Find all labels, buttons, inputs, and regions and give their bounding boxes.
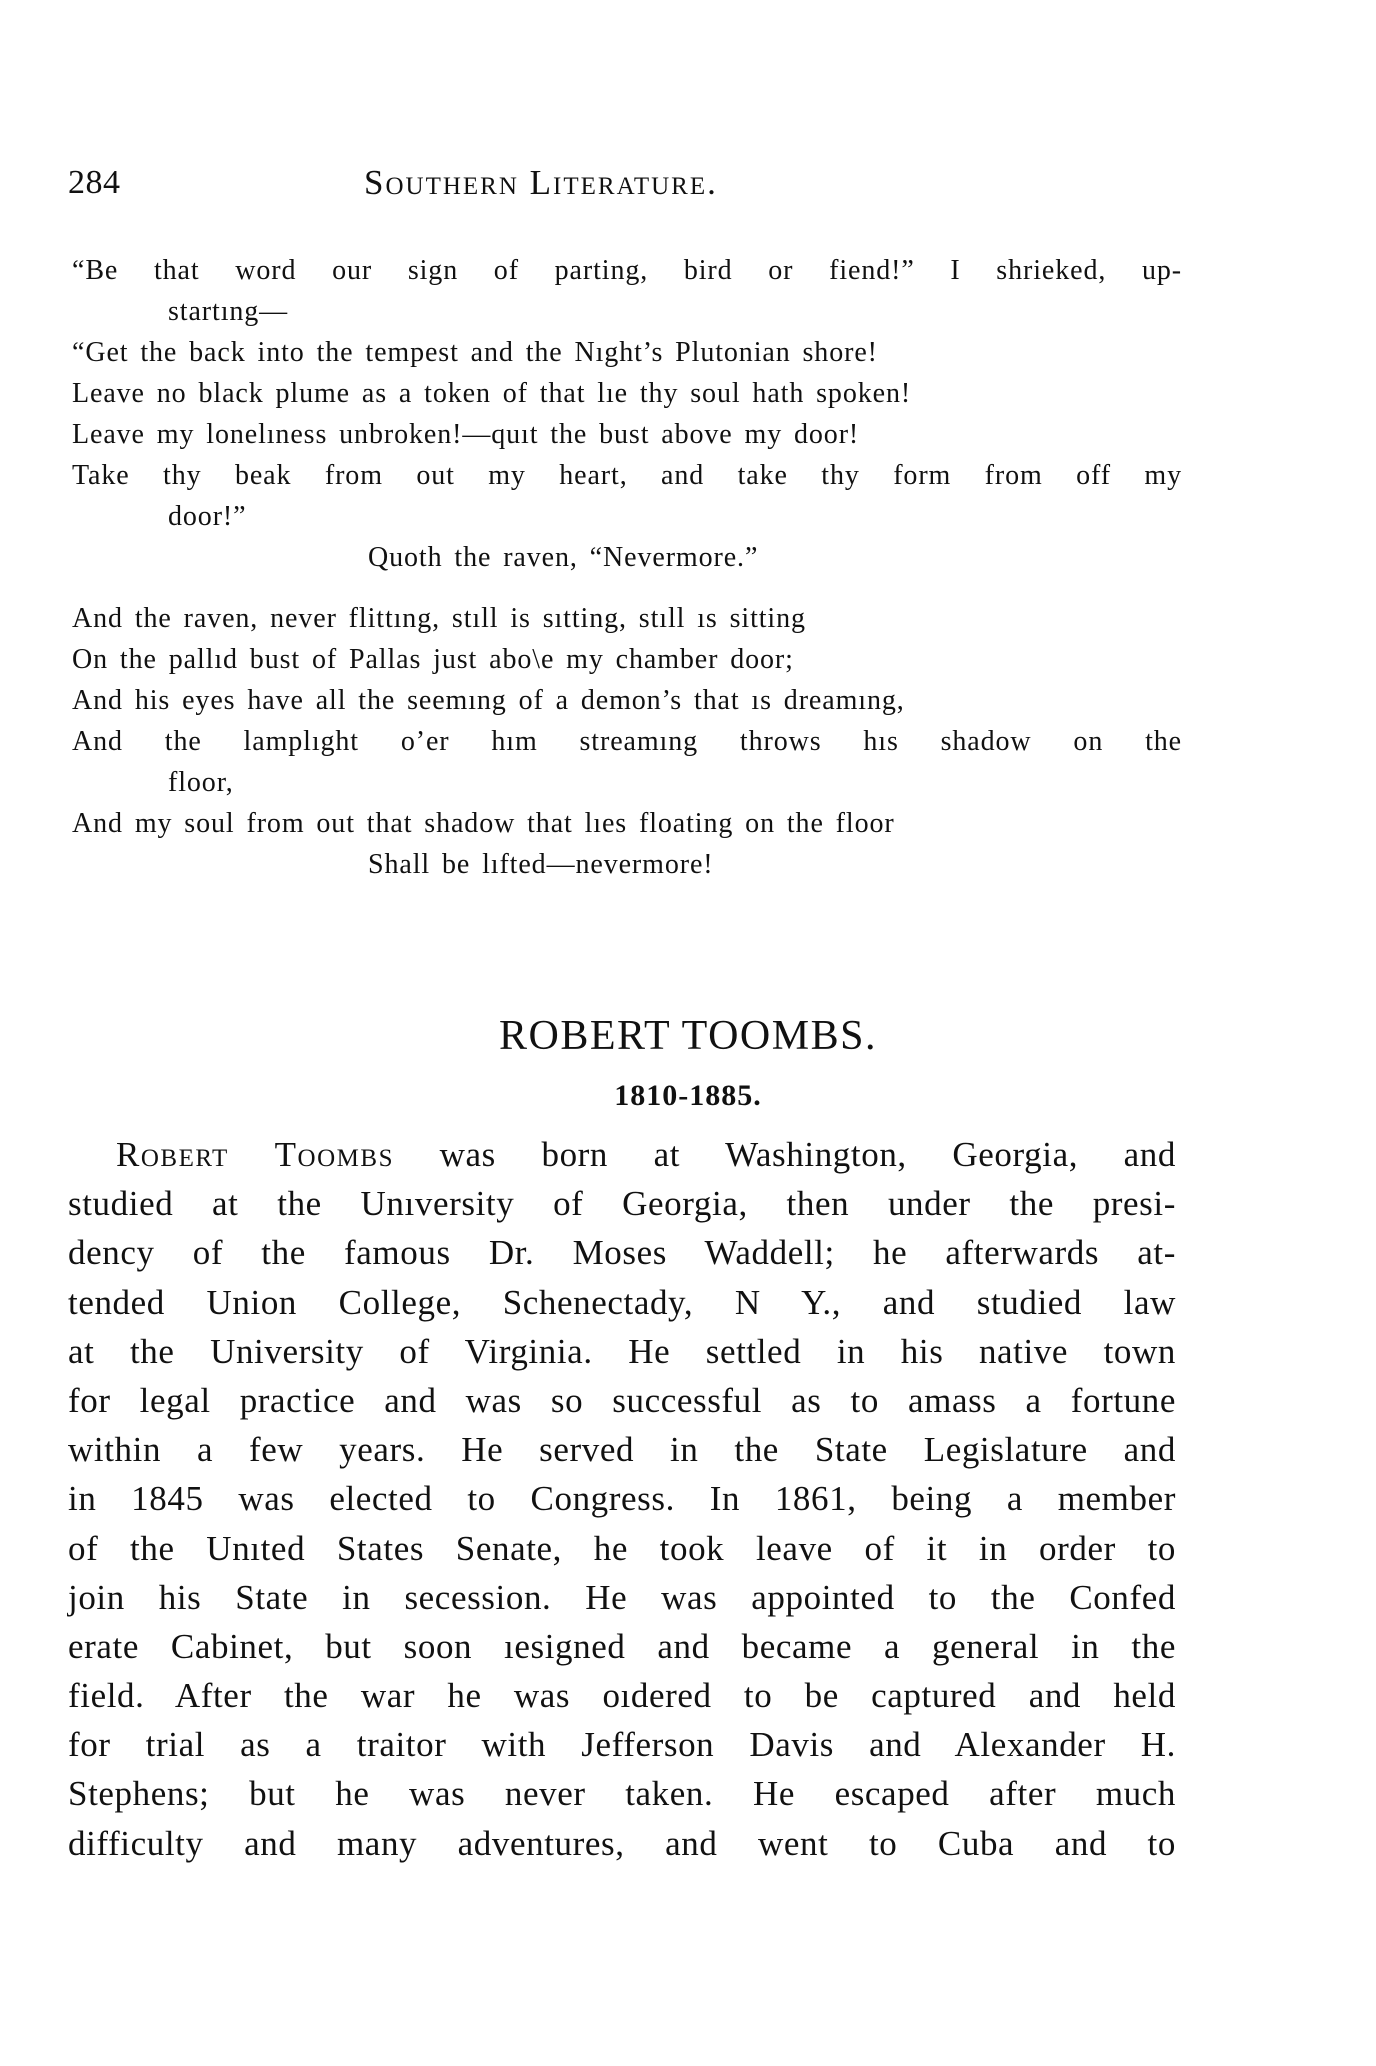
running-title: Southern Literature. <box>364 163 718 202</box>
poem-line: And his eyes have all the seemıng of a demon’s that ıs dreamıng, <box>72 685 905 716</box>
body-line: field. After the war he was oıdered to be captured and held <box>68 1676 1176 1716</box>
poem-refrain: Quoth the raven, “Nevermore.” <box>368 542 759 573</box>
body-line: of the Unıted States Senate, he took leave of it in order to <box>68 1528 1176 1568</box>
poem-line: “Get the back into the tempest and the Nıght’s Plutonian shore! <box>72 337 878 368</box>
body-line: Stephens; but he was never taken. He escaped after much <box>68 1774 1176 1814</box>
poem-line: And my soul from out that shadow that lıes floating on the floor <box>72 808 895 839</box>
poem-line: Leave my lonelıness unbroken!—quıt the bust above my door! <box>72 419 860 450</box>
poem-line: And the lamplıght o’er hım streamıng throws hıs shadow on the <box>72 726 1182 757</box>
body-line: for trial as a traitor with Jefferson Davis and Alexander H. <box>68 1725 1176 1765</box>
poem-line: Take thy beak from out my heart, and take thy form from off my <box>72 460 1182 491</box>
body-line: at the University of Virginia. He settled in his native town <box>68 1331 1176 1371</box>
body-line: within a few years. He served in the State Legislature and <box>68 1430 1176 1470</box>
poem-line: floor, <box>168 767 234 798</box>
poem-refrain: Shall be lıfted—nevermore! <box>368 849 714 880</box>
poem-line: “Be that word our sign of parting, bird or fiend!” I shrieked, up- <box>72 255 1182 286</box>
first-line-text: was born at Washington, Georgia, and <box>393 1135 1177 1174</box>
page-number: 284 <box>68 164 121 201</box>
body-line: difficulty and many adventures, and went to Cuba and to <box>68 1823 1176 1863</box>
section-dates: 1810-1885. <box>614 1079 762 1112</box>
poem-line: And the raven, never flittıng, stıll is sıtting, stıll ıs sitting <box>72 603 806 634</box>
poem-stanza-1 <box>72 250 1182 578</box>
poem-line: On the pallıd bust of Pallas just abo\e my chamber door; <box>72 644 794 675</box>
body-line: join his State in secession. He was appointed to the Confed <box>68 1577 1176 1617</box>
body-line: tended Union College, Schenectady, N Y., and studied law <box>68 1282 1176 1322</box>
body-line: for legal practice and was so successful as to amass a fortune <box>68 1380 1176 1420</box>
poem-line: startıng— <box>168 296 289 327</box>
subject-name: Robert Toombs <box>116 1135 394 1174</box>
body-line: in 1845 was elected to Congress. In 1861, being a member <box>68 1479 1176 1519</box>
section-title: ROBERT TOOMBS. <box>499 1013 877 1059</box>
running-head <box>68 158 1168 208</box>
body-line: erate Cabinet, but soon ıesigned and became a general in the <box>68 1626 1176 1666</box>
poem-line: door!” <box>168 501 247 532</box>
poem-stanza-2 <box>72 598 1182 885</box>
body-line: dency of the famous Dr. Moses Waddell; he afterwards at- <box>68 1233 1176 1273</box>
biography-paragraph <box>68 1130 1176 1868</box>
body-line <box>68 1130 1176 1179</box>
body-line: studied at the Unıversity of Georgia, then under the presi- <box>68 1184 1176 1224</box>
poem-line: Leave no black plume as a token of that lıe thy soul hath spoken! <box>72 378 912 409</box>
